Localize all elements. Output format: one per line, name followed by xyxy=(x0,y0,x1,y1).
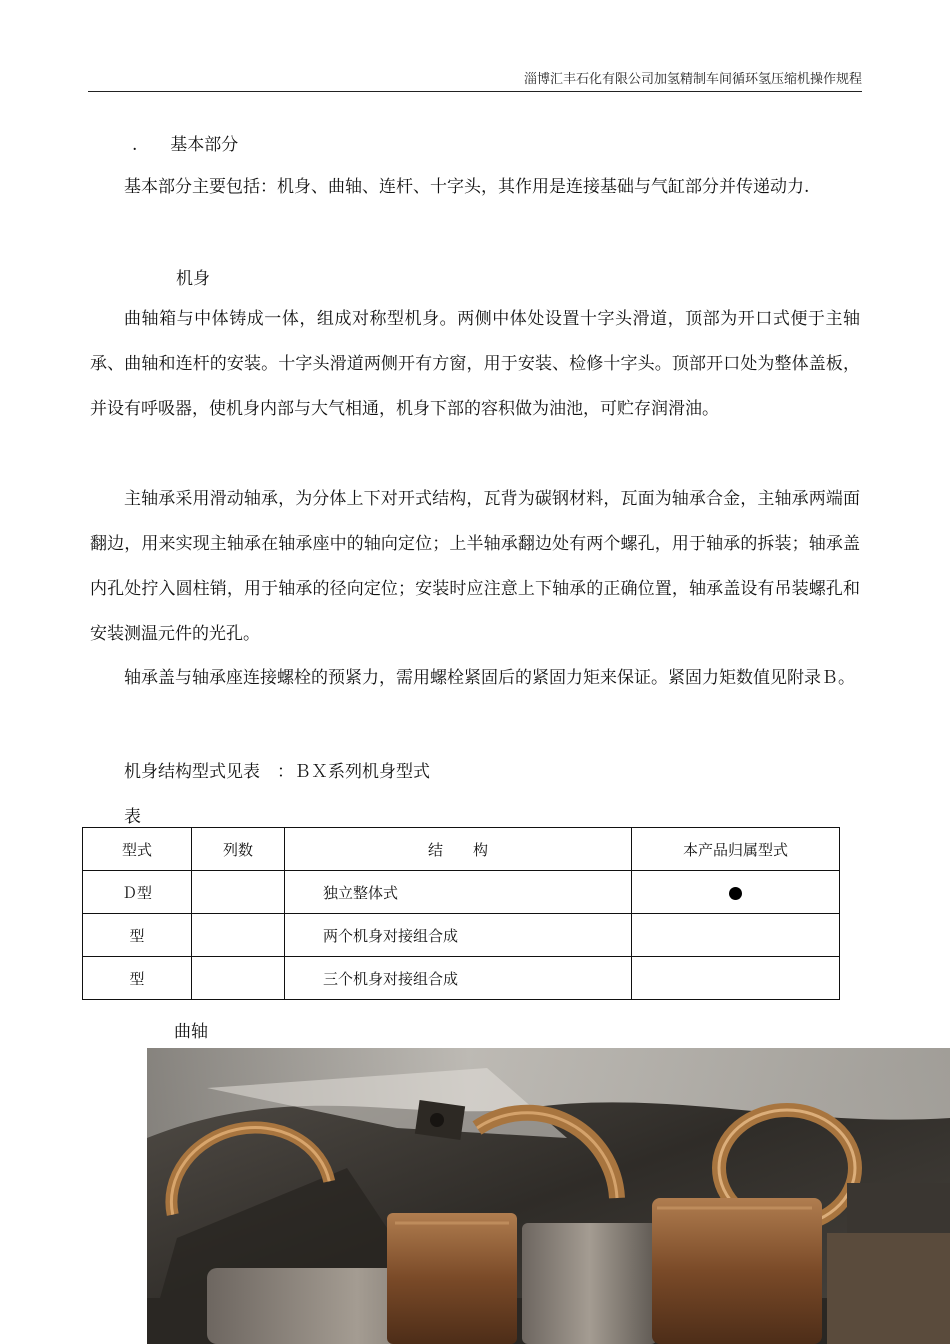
header-structure: 结 构 xyxy=(285,828,632,871)
page-header xyxy=(88,68,862,92)
table-row xyxy=(83,871,840,914)
cell-columns xyxy=(192,957,285,1000)
cell-belongs xyxy=(632,914,840,957)
header-type: 型式 xyxy=(83,828,192,871)
crankshaft-photo-illustration xyxy=(147,1048,950,1344)
cell-columns xyxy=(192,914,285,957)
intro-paragraph: 基本部分主要包括：机身、曲轴、连杆、十字头，其作用是连接基础与气缸部分并传递动力. xyxy=(124,177,810,197)
table-row xyxy=(83,957,840,1000)
cell-structure: 三个机身对接组合成 xyxy=(285,957,632,1000)
table-caption: 机身结构型式见表 ：ＢＸ系列机身型式 xyxy=(124,762,430,782)
cell-columns xyxy=(192,871,285,914)
body-type-table xyxy=(82,827,840,1000)
crankshaft-title: 曲轴 xyxy=(174,1022,208,1042)
subsection-body-title: 机身 xyxy=(176,269,210,289)
body-paragraph-1: 曲轴箱与中体铸成一体，组成对称型机身。两侧中体处设置十字头滑道，顶部为开口式便于主轴承、曲轴和连杆的安装。十字头滑道两侧开有方窗，用于安装、检修十字头。顶部开口处为整体盖板，并设有呼吸器，使机身内部与大气相通，机身下部的容积做为油池，可贮存润滑油。 xyxy=(90,309,860,419)
header-text: 淄博汇丰石化有限公司加氢精制车间循环氢压缩机操作规程 xyxy=(523,72,862,87)
cell-belongs xyxy=(632,871,840,914)
section-title: 基本部分 xyxy=(170,135,239,155)
table-label: 表 xyxy=(124,807,141,827)
table-row xyxy=(83,914,840,957)
body-paragraph-2: 主轴承采用滑动轴承，为分体上下对开式结构，瓦背为碳钢材料，瓦面为轴承合金，主轴承两端面翻边，用来实现主轴承在轴承座中的轴向定位；上半轴承翻边处有两个螺孔，用于轴承的拆装；轴承盖内孔处拧入圆柱销，用于轴承的径向定位；安装时应注意上下轴承的正确位置，轴承盖设有吊装螺孔和安装测温元件的光孔。 xyxy=(90,489,860,644)
cell-belongs xyxy=(632,957,840,1000)
header-columns: 列数 xyxy=(192,828,285,871)
section-heading xyxy=(132,130,238,155)
section-marker: . xyxy=(132,135,138,155)
header-belongs: 本产品归属型式 xyxy=(632,828,840,871)
table-header-row xyxy=(83,828,840,871)
body-paragraph-3: 轴承盖与轴承座连接螺栓的预紧力，需用螺栓紧固后的紧固力矩来保证。紧固力矩数值见附录Ｂ。 xyxy=(124,668,855,688)
cell-type: 型 xyxy=(83,914,192,957)
cell-structure: 独立整体式 xyxy=(285,871,632,914)
cell-type: 型 xyxy=(83,957,192,1000)
cell-structure: 两个机身对接组合成 xyxy=(285,914,632,957)
cell-type: Ｄ型 xyxy=(83,871,192,914)
belongs-bullet-icon xyxy=(729,887,742,900)
crankshaft-photo xyxy=(147,1048,950,1344)
